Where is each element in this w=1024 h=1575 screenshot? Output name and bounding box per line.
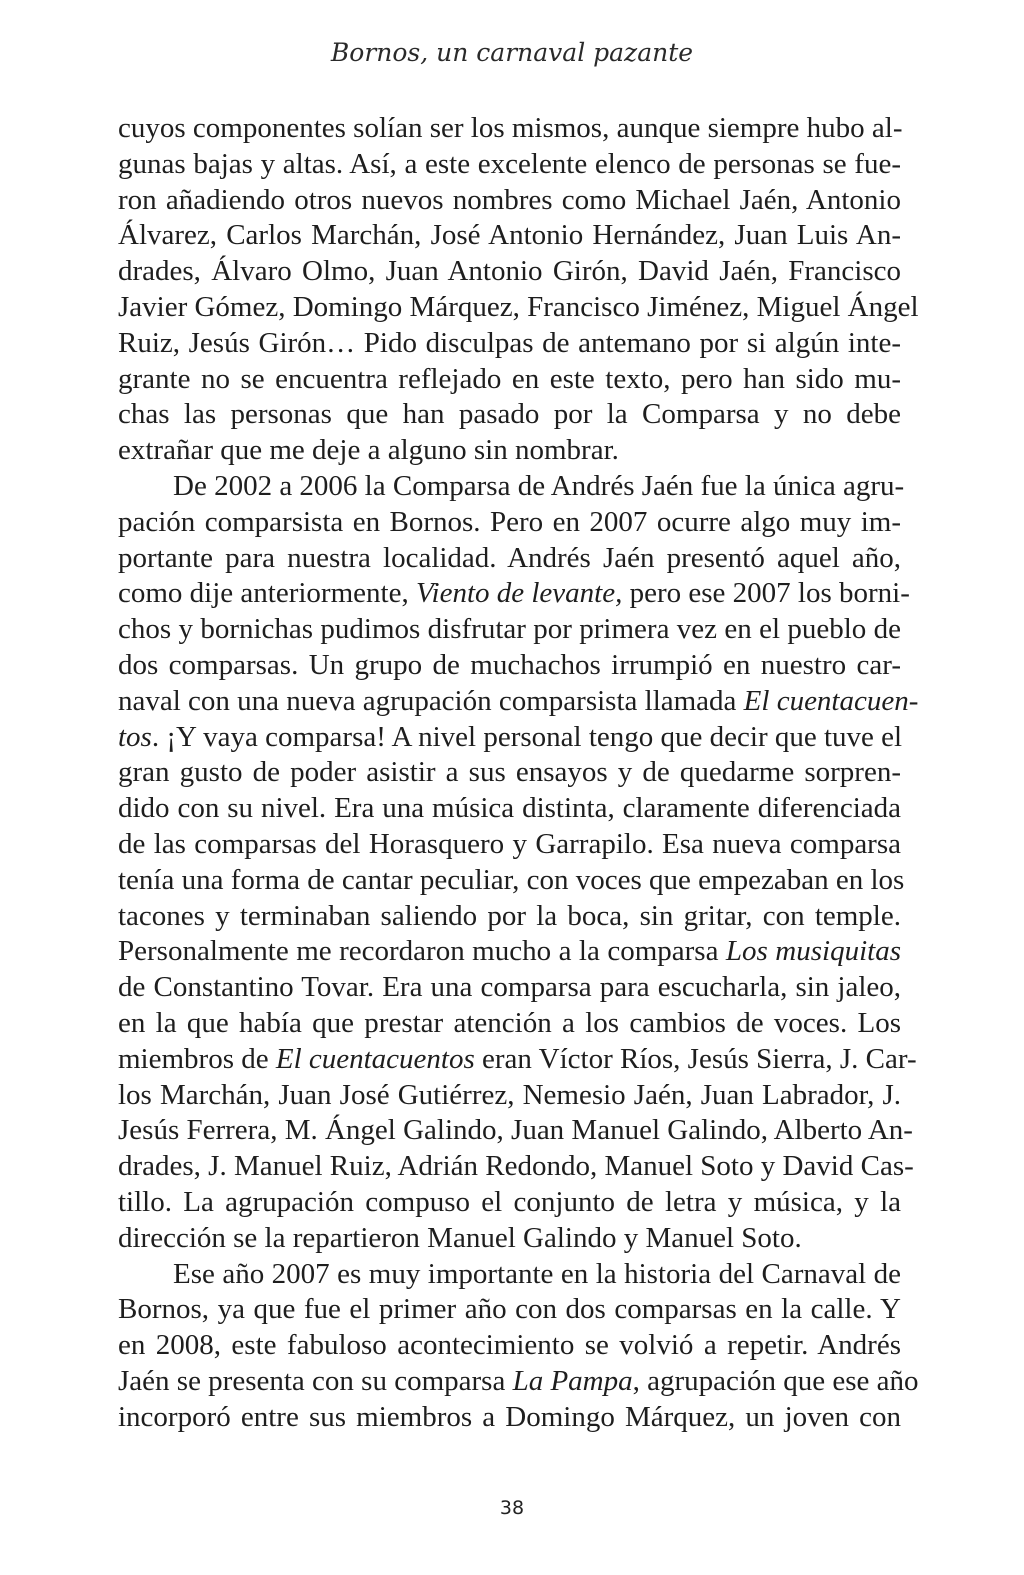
text-line <box>118 934 901 970</box>
text-line: chas las personas que han pasado por la Comparsa y no debe <box>118 398 901 431</box>
text-line: tillo. La agrupación compuso el conjunto de letra y música, y la <box>118 1185 901 1218</box>
text-run: Personalmente me recordaron mucho a la comparsa <box>118 935 726 968</box>
italic-title: Viento de levante, <box>415 577 623 610</box>
text-line: De 2002 a 2006 la Comparsa de Andrés Jaén fue la única agru- <box>173 469 905 502</box>
page-body <box>118 111 919 1435</box>
text-run: , agrupación que ese año <box>632 1364 919 1397</box>
text-line: de las comparsas del Horasquero y Garrapilo. Esa nueva comparsa <box>118 827 901 860</box>
running-title: Bornos, un carnaval pazante <box>330 38 694 67</box>
text-line: cuyos componentes solían ser los mismos, aunque siempre hubo al- <box>118 112 903 144</box>
text-line: extrañar que me deje a alguno sin nombrar. <box>118 434 619 467</box>
text-run: como dije anteriormente, <box>118 577 416 610</box>
text-line: de Constantino Tovar. Era una comparsa para escucharla, sin jaleo, <box>118 971 901 1004</box>
text-line: los Marchán, Juan José Gutiérrez, Nemesio Jaén, Juan Labrador, J. <box>118 1078 901 1111</box>
text-line: dirección se la repartieron Manuel Galindo y Manuel Soto. <box>118 1221 802 1254</box>
text-line: drades, J. Manuel Ruiz, Adrián Redondo, Manuel Soto y David Cas- <box>118 1150 914 1183</box>
text-run: eran Víctor Ríos, Jesús Sierra, J. Car- <box>474 1042 917 1075</box>
text-line: gran gusto de poder asistir a sus ensayos y de quedarme sorpren- <box>118 756 901 789</box>
text-line: tacones y terminaban saliendo por la boca, sin gritar, con temple. <box>118 899 901 932</box>
text-line: drades, Álvaro Olmo, Juan Antonio Girón, David Jaén, Francisco <box>118 255 901 288</box>
text-line <box>118 576 910 612</box>
text-line: Jesús Ferrera, M. Ángel Galindo, Juan Manuel Galindo, Alberto An- <box>118 1114 913 1147</box>
text-run: miembros de <box>118 1042 276 1075</box>
text-line: incorporó entre sus miembros a Domingo Márquez, un joven con <box>118 1400 901 1433</box>
text-line: Javier Gómez, Domingo Márquez, Francisco Jiménez, Miguel Ángel <box>118 290 919 323</box>
paragraph <box>118 469 919 1257</box>
text-line: Álvarez, Carlos Marchán, José Antonio Hernández, Juan Luis An- <box>118 219 901 252</box>
text-line: Ruiz, Jesús Girón… Pido disculpas de antemano por si algún inte- <box>118 326 901 359</box>
text-line <box>118 720 901 756</box>
text-line: Bornos, ya que fue el primer año con dos comparsas en la calle. Y <box>118 1293 901 1326</box>
text-run: pero ese 2007 los borni- <box>622 577 910 610</box>
text-line: en 2008, este fabuloso acontecimiento se volvió a repetir. Andrés <box>118 1329 901 1362</box>
text-line: chos y bornichas pudimos disfrutar por primera vez en el pueblo de <box>118 613 901 646</box>
italic-title: Los musiquitas <box>725 935 901 968</box>
text-line <box>118 1042 917 1078</box>
page-number: 38 <box>499 1497 525 1519</box>
text-run: Jaén se presenta con su comparsa <box>118 1364 513 1397</box>
text-line: pación comparsista en Bornos. Pero en 2007 ocurre algo muy im- <box>118 505 901 538</box>
text-line: dido con su nivel. Era una música distinta, claramente diferenciada <box>118 792 901 825</box>
text-run: naval con una nueva agrupación comparsista llamada <box>118 684 744 717</box>
text-line: gunas bajas y altas. Así, a este excelente elenco de personas se fue- <box>118 147 901 180</box>
text-line: ron añadiendo otros nuevos nombres como Michael Jaén, Antonio <box>118 183 901 216</box>
text-line: dos comparsas. Un grupo de muchachos irrumpió en nuestro car- <box>118 648 901 681</box>
paragraph <box>118 1257 919 1436</box>
italic-title: La Pampa <box>512 1364 633 1397</box>
paragraph <box>118 111 919 469</box>
text-line: portante para nuestra localidad. Andrés Jaén presentó aquel año, <box>118 541 901 574</box>
italic-title: El cuentacuentos <box>275 1042 475 1075</box>
text-line: Ese año 2007 es muy importante en la historia del Carnaval de <box>173 1257 901 1290</box>
text-line: tenía una forma de cantar peculiar, con voces que empezaban en los <box>118 863 905 896</box>
text-line <box>118 684 919 720</box>
italic-title: El cuentacuen- <box>743 684 919 717</box>
text-run: . ¡Y vaya comparsa! A nivel personal tengo que decir que tuve el <box>151 720 903 753</box>
text-line <box>118 1364 919 1400</box>
text-line: en la que había que prestar atención a los cambios de voces. Los <box>118 1006 901 1039</box>
italic-title: tos <box>118 720 152 753</box>
text-line: grante no se encuentra reflejado en este texto, pero han sido mu- <box>118 362 901 395</box>
